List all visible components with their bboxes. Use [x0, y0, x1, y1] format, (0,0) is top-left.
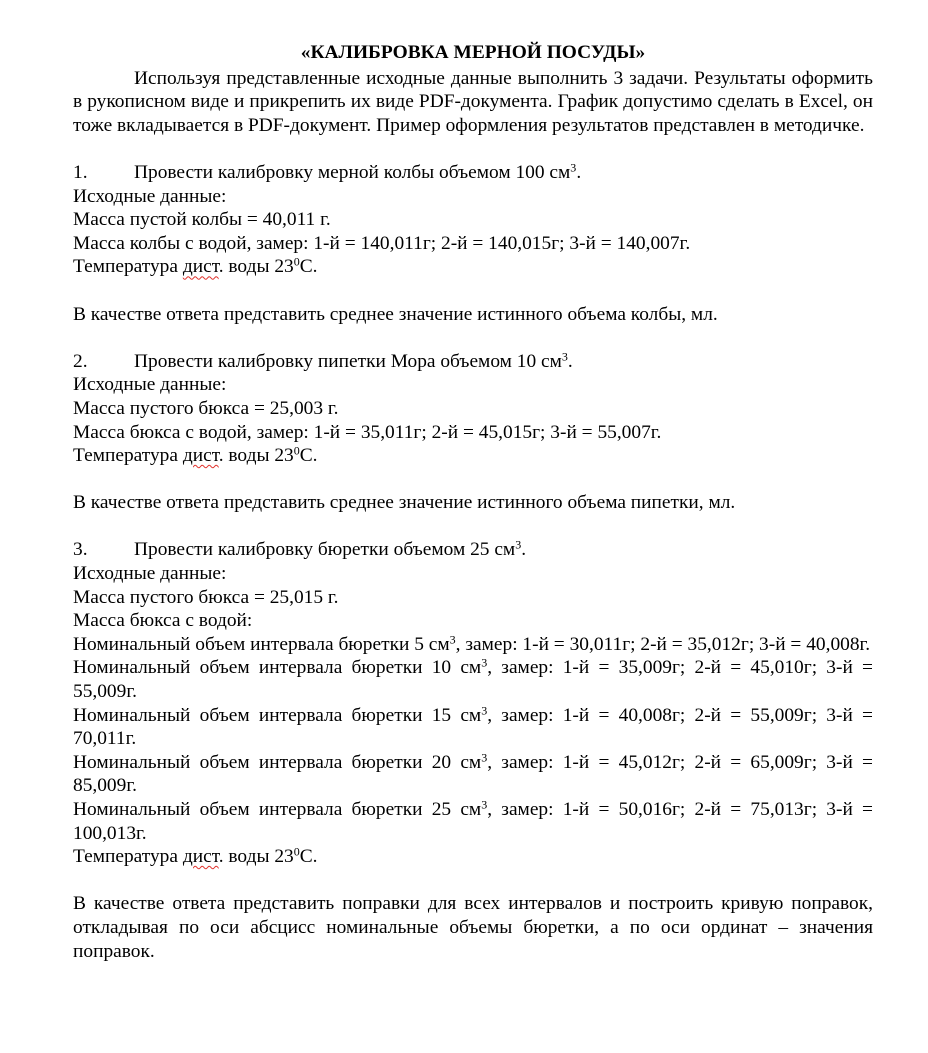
task1-mass-water: Масса колбы с водой, замер: 1-й = 140,011г; 2-й = 140,015г; 3-й = 140,007г.	[73, 232, 691, 254]
interval-line	[73, 633, 873, 657]
celsius-unit: С.	[299, 445, 318, 467]
interval-label: Номинальный объем интервала бюретки 5 см	[73, 633, 450, 655]
spacer	[73, 515, 873, 539]
interval-label: Номинальный объем интервала бюретки 20 см	[73, 751, 482, 773]
task2-mass-water: Масса бюкса с водой, замер: 1-й = 35,011г; 2-й = 45,015г; 3-й = 55,007г.	[73, 421, 662, 443]
interval-measurements: , замер: 1-й = 40,008г; 2-й = 55,009г; 3-й = 70,011г.	[73, 704, 873, 750]
interval-measurements: , замер: 1-й = 35,009г; 2-й = 45,010г; 3-й = 55,009г.	[73, 657, 873, 703]
interval-line	[73, 656, 873, 703]
spacer	[73, 869, 873, 893]
task3-heading	[73, 538, 873, 562]
task3-number: 3.	[73, 539, 88, 561]
temp-word-spellcheck: дист	[182, 445, 219, 467]
cube-superscript: 3	[570, 160, 577, 175]
temp-prefix: Температура	[73, 256, 183, 278]
temp-prefix: Температура	[73, 846, 183, 868]
temp-prefix: Температура	[73, 445, 183, 467]
interval-measurements: , замер: 1-й = 50,016г; 2-й = 75,013г; 3-й = 100,013г.	[73, 799, 873, 844]
degree-superscript: 0	[293, 443, 300, 458]
task2-heading-end: .	[567, 350, 573, 372]
task2-number: 2.	[73, 350, 88, 372]
temp-suffix: . воды 23	[218, 256, 294, 278]
task2-heading	[73, 350, 873, 374]
temp-suffix: . воды 23	[218, 846, 294, 868]
interval-line	[73, 798, 873, 845]
temp-word-spellcheck: дист	[182, 846, 219, 868]
document-title: «КАЛИБРОВКА МЕРНОЙ ПОСУДЫ»	[300, 42, 646, 63]
interval-line	[73, 751, 873, 798]
degree-superscript: 0	[293, 844, 300, 859]
task3-heading-end: .	[521, 539, 527, 561]
cube-superscript: 3	[515, 537, 522, 552]
spacer	[73, 279, 873, 303]
task2-mass-empty: Масса пустого бюкса = 25,003 г.	[73, 397, 339, 419]
task1-mass-empty: Масса пустой колбы = 40,011 г.	[73, 209, 331, 231]
intro-paragraph: Используя представленные исходные данные выполнить 3 задачи. Результаты оформить в рукописном виде и прикрепить их виде PDF-документа. График допустимо сделать в Excel, он тоже вкладывается в PDF-документ. Пример оформления результатов представлен в методичке.	[73, 67, 873, 136]
task2-answer: В качестве ответа представить среднее значение истинного объема пипетки, мл.	[73, 492, 736, 514]
celsius-unit: С.	[299, 846, 318, 868]
task1-initial-data-label: Исходные данные:	[73, 185, 227, 207]
task1-heading-end: .	[576, 161, 582, 183]
task1-heading	[73, 161, 873, 185]
task3-temperature	[73, 845, 873, 869]
interval-label: Номинальный объем интервала бюретки 10 см	[73, 657, 482, 679]
degree-superscript: 0	[293, 254, 300, 269]
task1-heading-text: Провести калибровку мерной колбы объемом 100 см	[134, 161, 571, 183]
interval-line	[73, 704, 873, 751]
task1-number: 1.	[73, 161, 88, 183]
cube-superscript: 3	[481, 750, 488, 765]
task3-answer: В качестве ответа представить поправки для всех интервалов и построить кривую поправок, откладывая по оси абсцисс номинальные объемы бюретки, а по оси ординат – значения поправок.	[73, 893, 873, 962]
spacer	[73, 468, 873, 492]
temp-word-spellcheck: дист	[182, 256, 219, 278]
task3-mass-water: Масса бюкса с водой:	[73, 610, 253, 632]
task2-initial-data-label: Исходные данные:	[73, 374, 227, 396]
task1-answer: В качестве ответа представить среднее значение истинного объема колбы, мл.	[73, 303, 718, 325]
cube-superscript: 3	[481, 797, 488, 812]
interval-measurements: , замер: 1-й = 30,011г; 2-й = 35,012г; 3-й = 40,008г.	[455, 633, 871, 655]
temp-suffix: . воды 23	[218, 445, 294, 467]
task3-mass-empty: Масса пустого бюкса = 25,015 г.	[73, 586, 339, 608]
task2-heading-text: Провести калибровку пипетки Мора объемом 10 см	[134, 350, 562, 372]
interval-label: Номинальный объем интервала бюретки 15 см	[73, 704, 482, 726]
task3-heading-text: Провести калибровку бюретки объемом 25 см	[134, 539, 516, 561]
cube-superscript: 3	[449, 632, 456, 647]
interval-measurements: , замер: 1-й = 45,012г; 2-й = 65,009г; 3-й = 85,009г.	[73, 751, 873, 797]
spacer	[73, 326, 873, 350]
task1-temperature	[73, 255, 873, 279]
spacer	[73, 137, 873, 161]
cube-superscript: 3	[481, 655, 488, 670]
task2-temperature	[73, 444, 873, 468]
task3-initial-data-label: Исходные данные:	[73, 563, 227, 585]
celsius-unit: С.	[299, 256, 318, 278]
interval-label: Номинальный объем интервала бюретки 25 см	[73, 799, 482, 820]
cube-superscript: 3	[481, 703, 488, 718]
cube-superscript: 3	[561, 349, 568, 364]
